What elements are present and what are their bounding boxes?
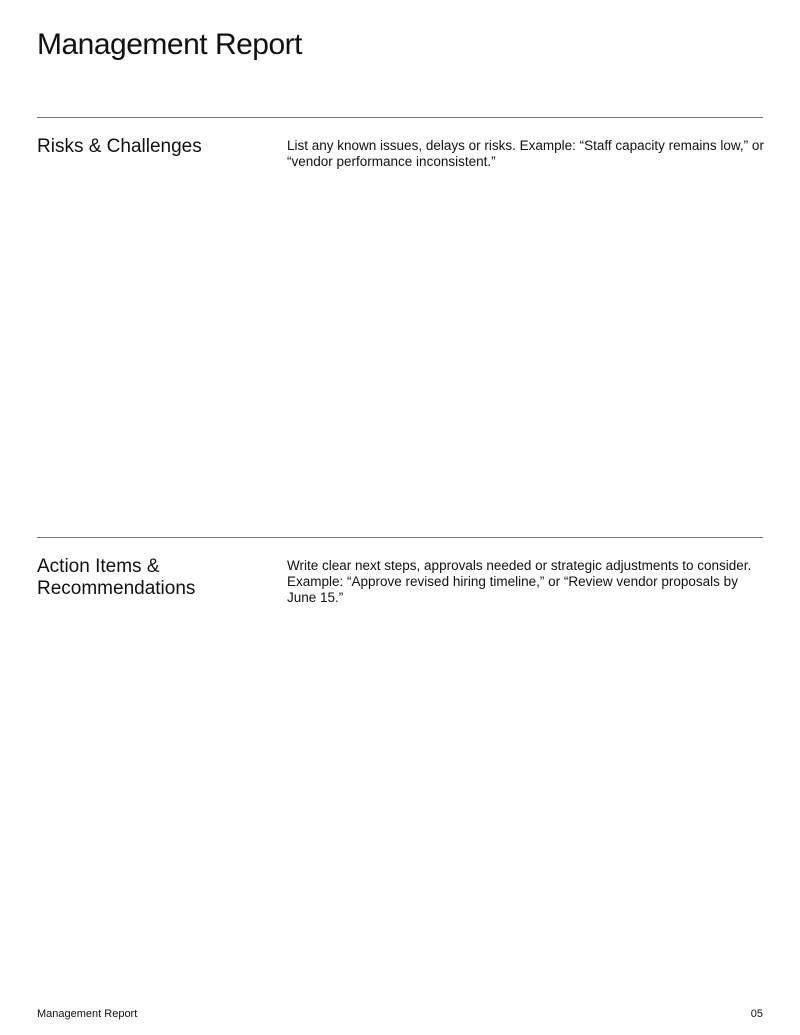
page-number: 05 bbox=[750, 1008, 763, 1020]
page-title: Management Report bbox=[37, 28, 302, 61]
section-heading-risks: Risks & Challenges bbox=[37, 136, 202, 157]
footer-label: Management Report bbox=[37, 1008, 138, 1020]
divider bbox=[37, 117, 763, 118]
section-heading-action-items: Action Items & Recommendations bbox=[37, 556, 196, 599]
section-body-action-items: Write clear next steps, approvals needed or strategic adjustments to consider. Example: “Approve revised hiring timeline,” or “Review vendor proposals by June 15.” bbox=[287, 558, 752, 605]
divider bbox=[37, 537, 763, 538]
section-body-risks: List any known issues, delays or risks. Example: “Staff capacity remains low,” or “vendor performance inconsistent.” bbox=[287, 138, 764, 169]
